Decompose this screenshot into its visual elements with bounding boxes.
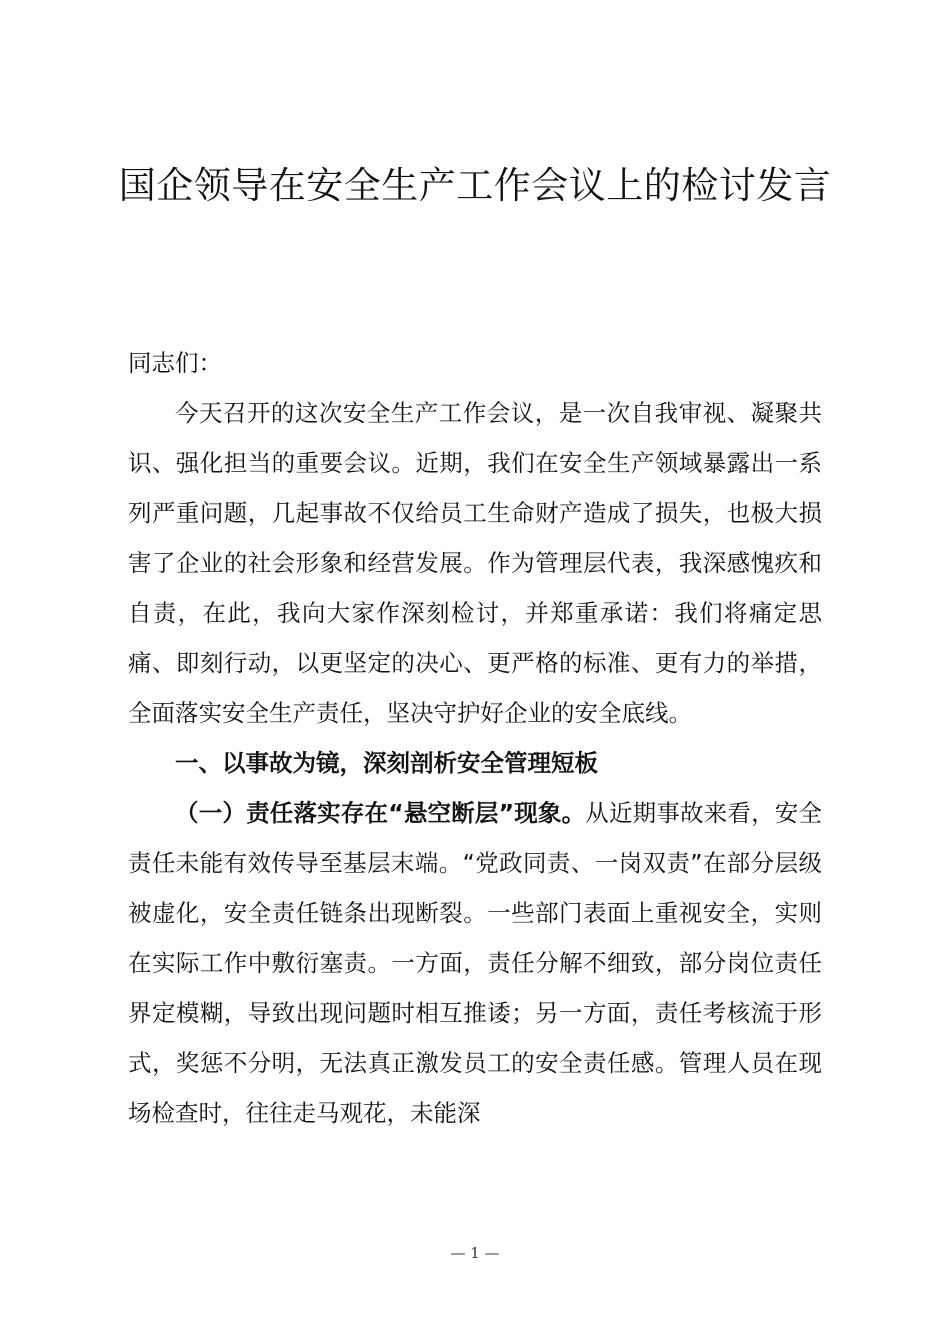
- salutation: 同志们：: [128, 349, 222, 377]
- document-body: [128, 338, 822, 1138]
- document-title: 国企领导在安全生产工作会议上的检讨发言: [118, 164, 832, 207]
- section-heading: 一、以事故为镜，深刻剖析安全管理短板: [175, 749, 598, 777]
- subsection-paragraph: [128, 788, 822, 1138]
- page-number: — 1 —: [450, 1244, 500, 1262]
- subsection-heading: （一）责任落实存在“悬空断层”现象。: [175, 799, 586, 827]
- subsection-body: 从近期事故来看，安全责任未能有效传导至基层末端。“党政同责、一岗双责”在部分层级被虚化，安全责任链条出现断裂。一些部门表面上重视安全，实则在实际工作中敷衍塞责。一方面，责任分解不细致，部分岗位责任界定模糊，导致出现问题时相互推诿；另一方面，责任考核流于形式，奖惩不分明，无法真正激发员工的安全责任感。管理人员在现场检查时，往往走马观花，未能深: [128, 799, 822, 1127]
- intro-paragraph: 今天召开的这次安全生产工作会议，是一次自我审视、凝聚共识、强化担当的重要会议。近期，我们在安全生产领域暴露出一系列严重问题，几起事故不仅给员工生命财产造成了损失，也极大损害了企业的社会形象和经营发展。作为管理层代表，我深感愧疚和自责，在此，我向大家作深刻检讨，并郑重承诺：我们将痛定思痛、即刻行动，以更坚定的决心、更严格的标准、更有力的举措，全面落实安全生产责任，坚决守护好企业的安全底线。: [128, 399, 822, 727]
